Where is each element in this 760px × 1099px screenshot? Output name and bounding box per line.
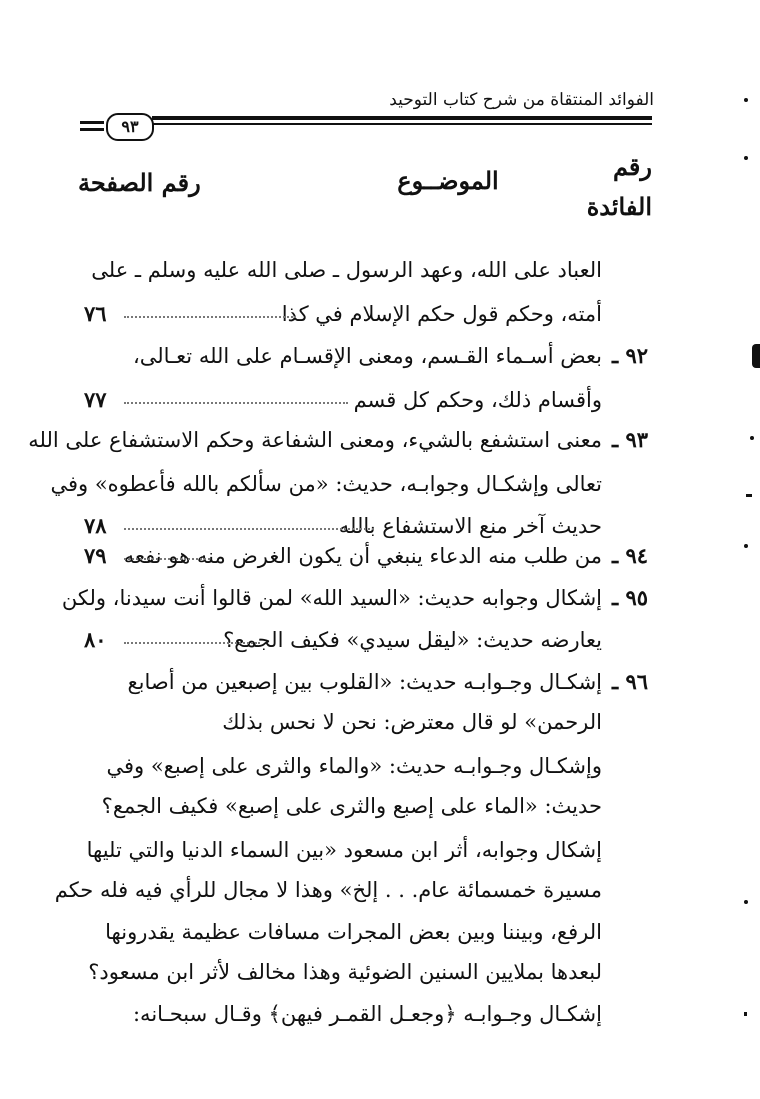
dot-leader [124, 642, 260, 644]
toc-line: يعارضه حديث: «ليقل سيدي» فكيف الجمع؟ [223, 628, 602, 652]
page-ref: ٧٧ [84, 387, 107, 412]
column-heading-page: رقم الصفحة [78, 168, 201, 197]
toc-line: وأقسام ذلك، وحكم كل قسم [353, 388, 602, 412]
header-rule-thick [152, 116, 652, 120]
toc-line: لبعدها بملايين السنين الضوئية وهذا مخالف لأثر ابن مسعود؟ [88, 960, 602, 984]
toc-line: العباد على الله، وعهد الرسول ـ صلى الله عليه وسلم ـ على [91, 258, 602, 282]
toc-line: بعض أسـماء القـسم، ومعنى الإقسـام على الله تعـالى، [132, 344, 602, 368]
scan-speck [744, 156, 748, 160]
page-ref: ٧٦ [84, 301, 107, 326]
toc-line: إشكـال وجـوابـه ﴿وجعـل القمـر فيهن﴾ وقـال سبحـانه: [132, 1002, 602, 1026]
running-title: الفوائد المنتقاة من شرح كتاب التوحيد [389, 90, 654, 110]
entry-number: ٩٣ ـ [611, 427, 648, 452]
toc-line: حديث آخر منع الاستشفاع بالله [338, 514, 602, 538]
dot-leader [124, 528, 374, 530]
toc-line: معنى استشفع بالشيء، ومعنى الشفاعة وحكم الاستشفاع على الله [28, 428, 602, 452]
entry-number: ٩٥ ـ [611, 585, 648, 610]
toc-line: إشكـال وجـوابـه حديث: «القلوب بين إصبعين من أصابع [127, 670, 602, 694]
toc-line: تعالى وإشكـال وجوابـه، حديث: «من سألكم بالله فأعطوه» وفي [50, 472, 602, 496]
page-number: ٩٣ [106, 113, 154, 141]
scan-speck [744, 900, 748, 904]
entry-number: ٩٢ ـ [611, 343, 648, 368]
entry-number: ٩٤ ـ [611, 543, 648, 568]
toc-line: مسيرة خمسمائة عام. . . إلخ» وهذا لا مجال للرأي فيه فله حكم [54, 878, 602, 902]
dot-leader [124, 402, 348, 404]
header-rule-thin [152, 123, 652, 125]
scan-speck [746, 494, 752, 497]
toc-line: حديث: «الماء على إصبع والثرى على إصبع» فكيف الجمع؟ [101, 794, 602, 818]
toc-line: وإشكـال وجـوابـه حديث: «والماء والثرى على إصبع» وفي [106, 754, 602, 778]
column-heading-number: رقم الفائدة [586, 152, 652, 221]
page-ref: ٨٠ [84, 627, 107, 652]
dot-leader [124, 558, 210, 560]
entry-number: ٩٦ ـ [611, 669, 648, 694]
scan-speck [744, 544, 748, 548]
page-ref: ٧٩ [84, 543, 107, 568]
toc-line: إشكال وجوابه، أثر ابن مسعود «بين السماء الدنيا والتي تليها [86, 838, 602, 862]
scan-speck [750, 436, 754, 440]
scan-speck [744, 98, 748, 102]
toc-line: إشكال وجوابه حديث: «السيد الله» لمن قالوا أنت سيدنا، ولكن [61, 586, 602, 610]
toc-line: أمته، وحكم قول حكم الإسلام في كذا [281, 302, 602, 326]
dot-leader [124, 316, 296, 318]
toc-line: من طلب منه الدعاء ينبغي أن يكون الغرض منه هو نفعه [123, 544, 602, 568]
header-dash [80, 121, 104, 124]
scan-speck [744, 1012, 747, 1016]
page-ref: ٧٨ [84, 513, 107, 538]
toc-line: الرحمن» لو قال معترض: نحن لا نحس بذلك [222, 710, 602, 734]
scan-mark [752, 344, 760, 368]
header-dash [80, 128, 104, 131]
column-heading-topic: الموضــوع [397, 166, 499, 195]
toc-line: الرفع، وبيننا وبين بعض المجرات مسافات عظيمة يقدرونها [105, 920, 602, 944]
